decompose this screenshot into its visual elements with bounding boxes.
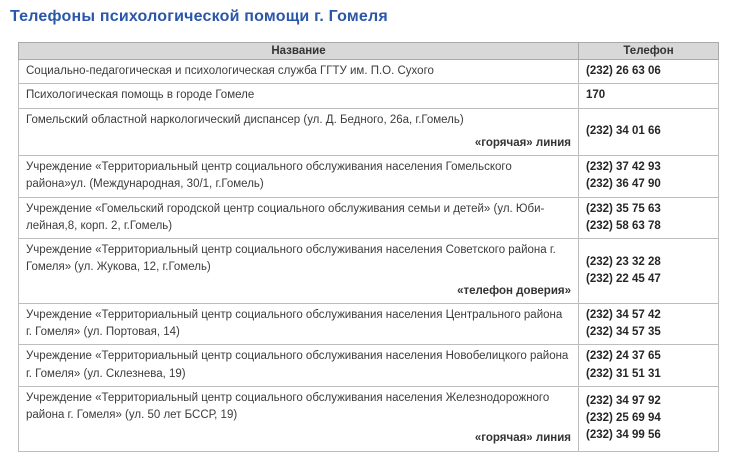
table-row xyxy=(19,60,719,84)
phone-number: (232) 35 75 63 xyxy=(586,202,661,215)
page xyxy=(0,8,748,445)
phone-number: (232) 36 47 90 xyxy=(586,178,661,191)
phone-number: (232) 58 63 78 xyxy=(586,219,661,232)
page-title: Телефоны психологической помощи г. Гомеля xyxy=(10,8,388,25)
name-cell xyxy=(19,345,579,387)
name-cell xyxy=(19,60,579,84)
phone-cell xyxy=(579,60,719,84)
phone-cell xyxy=(579,108,719,156)
phone-number: (232) 34 99 56 xyxy=(586,429,661,442)
phone-number: 170 xyxy=(586,89,606,102)
org-name: Социально-педагогическая и психологическая служба ГГТУ им. П.О. Сухого xyxy=(26,65,434,77)
column-header-phone: Телефон xyxy=(579,43,719,60)
table-header xyxy=(19,43,719,60)
org-name: Психологическая помощь в городе Гомеле xyxy=(26,89,255,102)
phone-number: (232) 22 45 47 xyxy=(586,272,661,285)
phone-number: (232) 34 01 66 xyxy=(586,125,661,138)
phone-number: (232) 23 32 28 xyxy=(586,255,661,268)
name-cell xyxy=(19,108,579,156)
phone-cell xyxy=(579,386,719,451)
table-row xyxy=(19,84,719,108)
org-name: Учреждение «Территориальный центр социального обслуживания населения Гомельского района»ул. (Международная, 30/1, г.Гомель) xyxy=(26,161,512,191)
phone-cell xyxy=(579,84,719,108)
phone-number: (232) 34 97 92 xyxy=(586,394,661,407)
name-cell xyxy=(19,303,579,345)
note-label: «горячая» линия xyxy=(474,432,571,445)
phone-cell xyxy=(579,303,719,345)
name-cell xyxy=(19,156,579,198)
org-name: Гомельский областной наркологический диспансер (ул. Д. Бедного, 26а, г.Гомель) xyxy=(26,113,464,126)
name-cell xyxy=(19,84,579,108)
table-body xyxy=(19,60,719,452)
table-row xyxy=(19,345,719,387)
phone-number: (232) 34 57 42 xyxy=(586,308,661,321)
org-name: Учреждение «Территориальный центр социального обслуживания населения Советского района г. Гомеля» (ул. Жукова, 12, г.Гомель) xyxy=(26,244,556,274)
column-header-name: Название xyxy=(19,43,579,60)
name-cell xyxy=(19,197,579,239)
phone-cell xyxy=(579,345,719,387)
table-row xyxy=(19,239,719,304)
phone-cell xyxy=(579,239,719,304)
org-name: Учреждение «Территориальный центр социального обслуживания населения Центрального района г. Гомеля» (ул. Портовая, 14) xyxy=(26,308,563,338)
name-cell xyxy=(19,386,579,451)
phone-cell xyxy=(579,156,719,198)
phone-number: (232) 31 51 31 xyxy=(586,367,661,380)
phone-cell xyxy=(579,197,719,239)
table-row xyxy=(19,197,719,239)
table-row xyxy=(19,156,719,198)
phones-table xyxy=(18,42,719,452)
org-name: Учреждение «Территориальный центр социального обслуживания населения Новобелицкого района г. Гомеля» (ул. Склезнева, 19) xyxy=(26,350,569,380)
phone-number: (232) 34 57 35 xyxy=(586,326,661,338)
phone-number: (232) 24 37 65 xyxy=(586,350,661,363)
org-name: Учреждение «Территориальный центр социального обслуживания населения Железнодорожного района г. Гомеля» (ул. 50 лет БССР, 19) xyxy=(26,391,550,421)
phone-number: (232) 37 42 93 xyxy=(586,161,661,173)
phone-number: (232) 26 63 06 xyxy=(586,65,661,77)
org-name: Учреждение «Гомельский городской центр социального обслуживания семьи и детей» (ул. Юби-лейная,8, корп. 2, г.Гомель) xyxy=(26,202,545,232)
note-label: «телефон доверия» xyxy=(457,284,571,297)
header-row xyxy=(19,43,719,60)
table-row xyxy=(19,386,719,451)
note-label: «горячая» линия xyxy=(474,136,571,149)
name-cell xyxy=(19,239,579,304)
table-row xyxy=(19,108,719,156)
table-row xyxy=(19,303,719,345)
phone-number: (232) 25 69 94 xyxy=(586,412,661,424)
